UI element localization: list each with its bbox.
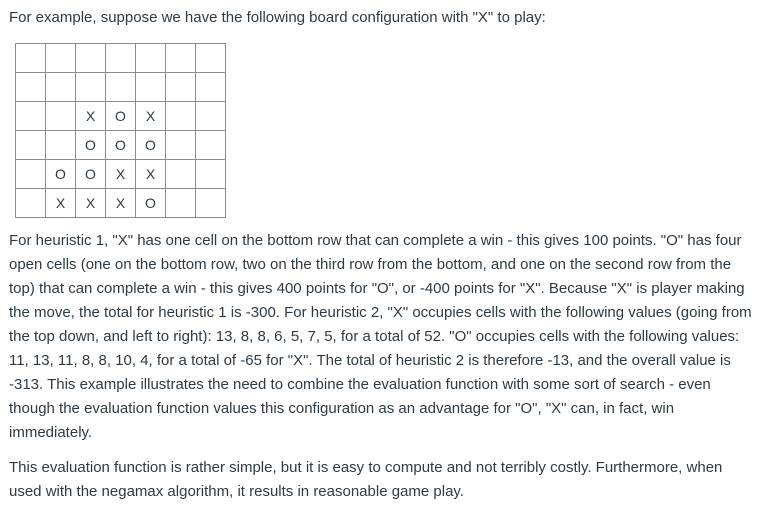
game-board [15, 43, 226, 218]
board-row [16, 102, 226, 131]
board-cell [136, 73, 166, 102]
board-cell [16, 189, 46, 218]
board-cell: O [136, 131, 166, 160]
board-cell [46, 44, 76, 73]
board-cell [16, 44, 46, 73]
board-cell [196, 73, 226, 102]
board-cell [46, 73, 76, 102]
board-cell: X [106, 160, 136, 189]
board-cell [76, 44, 106, 73]
board-cell: X [76, 102, 106, 131]
board-cell [196, 44, 226, 73]
board-cell [166, 44, 196, 73]
board-cell [106, 44, 136, 73]
board-cell [166, 73, 196, 102]
board-cell: O [76, 131, 106, 160]
board-cell [196, 160, 226, 189]
board-row [16, 189, 226, 218]
board-cell: X [136, 102, 166, 131]
heuristic-explanation-paragraph: For heuristic 1, "X" has one cell on the bottom row that can complete a win - this gives 100 points. "O" has four open cells (one on the bottom row, two on the third row from the bottom, and one on the second row from the top) that can complete a win - this gives 400 points for "O", or -400 points for "X". Because "X" is player making the move, the total for heuristic 1 is -300. For heuristic 2, "X" occupies cells with the following values (going from the top down, and left to right): 13, 8, 8, 6, 5, 7, 5, for a total of 52. "O" occupies cells with the following values: 11, 13, 11, 8, 8, 10, 4, for a total of -65 for "X". The total of heuristic 2 is therefore -13, and the overall value is -313. This example illustrates the need to combine the evaluation function with some sort of search - even though the evaluation function values this configuration as an advantage for "O", "X" can, in fact, win immediately. [9, 232, 752, 441]
board-cell [166, 189, 196, 218]
board-cell: O [106, 102, 136, 131]
board-cell [196, 189, 226, 218]
board-cell: X [106, 189, 136, 218]
board-row [16, 44, 226, 73]
board-cell: X [76, 189, 106, 218]
board-cell [196, 131, 226, 160]
board-row [16, 131, 226, 160]
board-body [16, 44, 226, 218]
board-cell [16, 102, 46, 131]
board-cell: O [136, 189, 166, 218]
board-cell: O [46, 160, 76, 189]
board-cell [46, 102, 76, 131]
board-cell: X [136, 160, 166, 189]
board-cell [106, 73, 136, 102]
board-cell [136, 44, 166, 73]
board-cell [166, 160, 196, 189]
board-cell: X [46, 189, 76, 218]
board-cell [76, 73, 106, 102]
board-cell [16, 73, 46, 102]
board-row [16, 160, 226, 189]
board-cell: O [76, 160, 106, 189]
board-cell [196, 102, 226, 131]
board-cell [166, 102, 196, 131]
board-cell [16, 160, 46, 189]
board-cell [46, 131, 76, 160]
board-cell [166, 131, 196, 160]
board-row [16, 73, 226, 102]
intro-text: For example, suppose we have the following board configuration with "X" to play: [9, 9, 546, 26]
evaluation-summary-paragraph: This evaluation function is rather simple, but it is easy to compute and not terribly costly. Furthermore, when used with the negamax algorithm, it results in reasonable game play. [9, 459, 723, 500]
board-cell: O [106, 131, 136, 160]
board-cell [16, 131, 46, 160]
